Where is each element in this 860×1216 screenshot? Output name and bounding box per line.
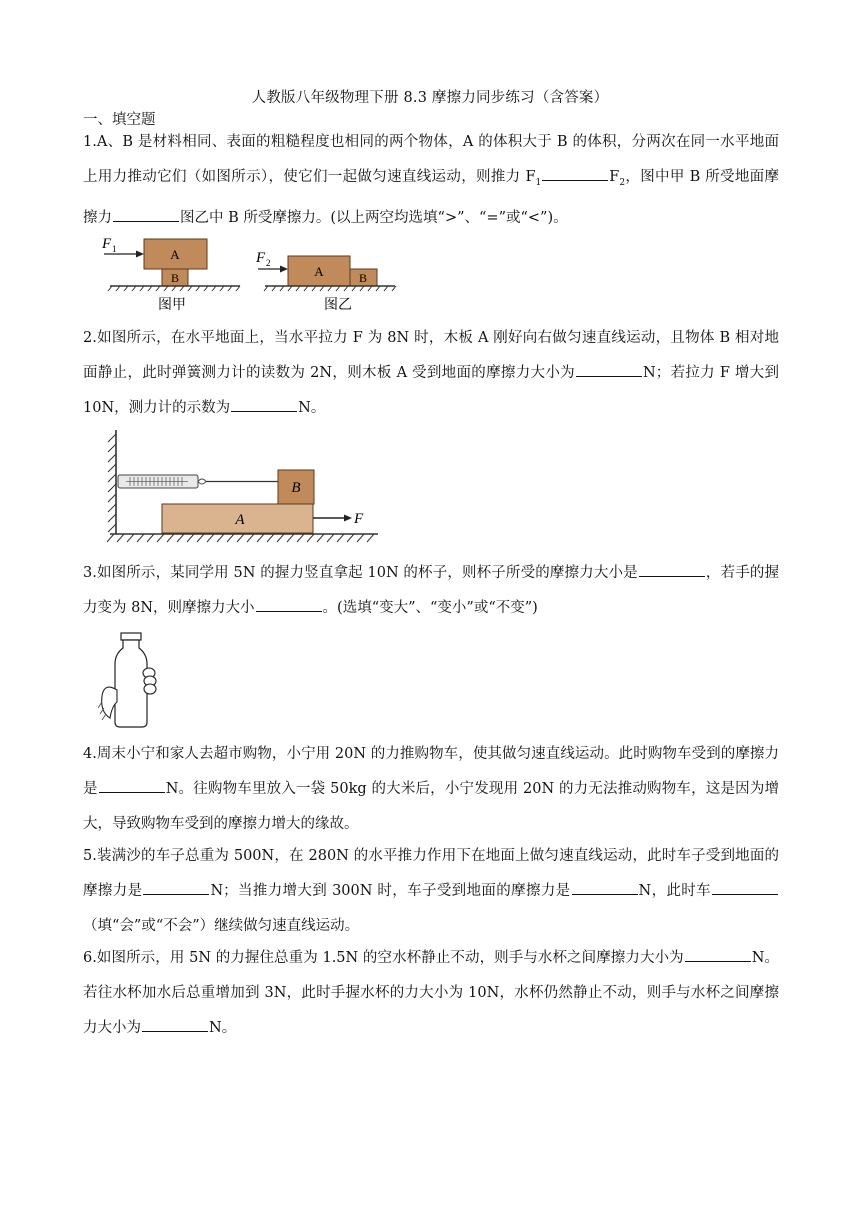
q6-text-1: 6.如图所示，用 5N 的力握住总重为 1.5N 的空水杯静止不动，则手与水杯之间摩擦力大小为 xyxy=(83,950,684,966)
bottle-cap xyxy=(121,633,141,640)
fig1-right-arrowhead xyxy=(280,266,288,273)
q1-text-2: F xyxy=(609,169,620,185)
force-label: F xyxy=(354,511,364,527)
q1-sub-2: 2 xyxy=(619,177,626,188)
q6-text-2: N。若往水杯加水后总重增加到 3N，此时手握水杯的力大小为 10N，水杯仍然静止不动，则手与水杯之间摩擦力大小为 xyxy=(83,950,780,1036)
question-5 xyxy=(83,839,779,944)
q2-blank-2[interactable] xyxy=(231,397,297,412)
section-heading: 一、填空题 xyxy=(83,112,156,128)
q6-text-3: N。 xyxy=(209,1020,237,1036)
q5-text-2: N；当推力增大到 300N 时，车子受到地面的摩擦力是 xyxy=(210,883,571,899)
q5-text-3: N，此时车 xyxy=(638,883,712,899)
figure-1-left xyxy=(101,236,240,313)
q3-text-3: 。(选填“变大”、“变小”或“不变”) xyxy=(322,600,538,616)
q4-text-1: 4.周末小宁和家人去超市购物，小宁用 20N 的力推购物车，使其做匀速直线运动。此时购物车受到的摩擦力是 xyxy=(83,746,779,797)
fig1-right-force-label: F xyxy=(256,250,266,266)
q1-blank-1[interactable] xyxy=(542,166,608,181)
fig1-right-block-a-label: A xyxy=(314,264,324,279)
fig1-left-block-b-label: B xyxy=(170,271,180,285)
q5-blank-2[interactable] xyxy=(572,880,638,895)
q2-text-2: N；若拉力 F 增大到 10N，测力计的示数为 xyxy=(83,365,780,416)
question-1 xyxy=(83,125,779,236)
question-3 xyxy=(83,556,779,626)
block-b-label: B xyxy=(291,480,301,496)
fig1-left-ground-hatch xyxy=(108,286,240,291)
q1-text-3: ，图中甲 B 所受地面摩擦力 xyxy=(83,169,780,226)
q5-blank-3[interactable] xyxy=(712,880,778,895)
q4-text-2: N。往购物车里放入一袋 50kg 的大米后，小宁发现用 20N 的力无法推动购物车，这是因为 xyxy=(165,781,765,797)
q5-blank-1[interactable] xyxy=(143,880,209,895)
q2-blank-1[interactable] xyxy=(576,362,642,377)
q1-text-4: 图乙中 B 所受摩擦力。(以上两空均选填“>”、“=”或“<”)。 xyxy=(180,209,568,226)
page-title: 人教版八年级物理下册 8.3 摩擦力同步练习（含答案） xyxy=(251,90,609,106)
force-arrowhead xyxy=(344,515,352,522)
fig1-left-arrowhead xyxy=(136,251,144,258)
fig1-right-ground-hatch xyxy=(264,286,396,291)
bottle-body xyxy=(115,640,147,727)
fig1-left-caption: 图甲 xyxy=(158,297,186,313)
q3-blank-2[interactable] xyxy=(256,597,322,612)
block-a-label: A xyxy=(235,512,245,528)
q5-text-1: 5.装满沙的车子总重为 500N，在 280N 的水平推力作用下在地面上做匀速直线运动，此时车子受到地面的摩擦力是 xyxy=(83,848,779,899)
q1-blank-2[interactable] xyxy=(113,207,179,222)
q6-blank-1[interactable] xyxy=(685,947,751,962)
q5-text-4: （填“会”或“不会”）继续做匀速直线运动。 xyxy=(83,918,360,934)
figure-1-right xyxy=(255,250,396,313)
figure-1-push-blocks xyxy=(100,232,400,314)
wall-hatch xyxy=(108,434,116,532)
q1-sub-1: 1 xyxy=(535,177,542,188)
fig1-left-force-label: F xyxy=(102,236,112,252)
fig1-left-force-sub: 1 xyxy=(112,244,117,254)
spring-scale-hook xyxy=(198,479,206,484)
q3-blank-1[interactable] xyxy=(639,562,705,577)
q2-text-3: N。 xyxy=(298,400,326,416)
fig1-left-block-a-label: A xyxy=(170,247,180,262)
q3-text-2: ，若手的握力变为 8N，则摩擦力大小 xyxy=(83,565,780,616)
question-6 xyxy=(83,941,779,1046)
q4-blank-1[interactable] xyxy=(99,778,165,793)
fig1-right-caption: 图乙 xyxy=(324,297,352,313)
figure-2-spring-scale xyxy=(100,426,385,550)
q4-text-3: 增大，导致购物车受到的摩擦力增大的缘故。 xyxy=(83,781,780,832)
q6-blank-2[interactable] xyxy=(142,1017,208,1032)
q2-text-1: 2.如图所示，在水平地面上，当水平拉力 F 为 8N 时，木板 A 刚好向右做匀速直线运动，且物体 B 相对地面静止，此时弹簧测力计的读数为 2N，则木板 A 受到地面的摩擦力大小为 xyxy=(83,330,779,381)
ground-hatch xyxy=(107,534,374,542)
hand-finger-3 xyxy=(144,684,156,694)
question-4 xyxy=(83,737,779,842)
fig1-right-force-sub: 2 xyxy=(266,258,271,268)
figure-3-hand-bottle xyxy=(98,630,168,730)
question-2 xyxy=(83,321,779,426)
q3-text-1: 3.如图所示，某同学用 5N 的握力竖直拿起 10N 的杯子，则杯子所受的摩擦力大小是 xyxy=(83,565,638,581)
fig1-right-block-b-label: B xyxy=(358,271,368,285)
q1-text-1: 1.A、B 是材料相同、表面的粗糙程度也相同的两个物体，A 的体积大于 B 的体积，分两次在同一水平地面上用力推动它们（如图所示），使它们一起做匀速直线运动，则推力 F xyxy=(83,134,779,185)
